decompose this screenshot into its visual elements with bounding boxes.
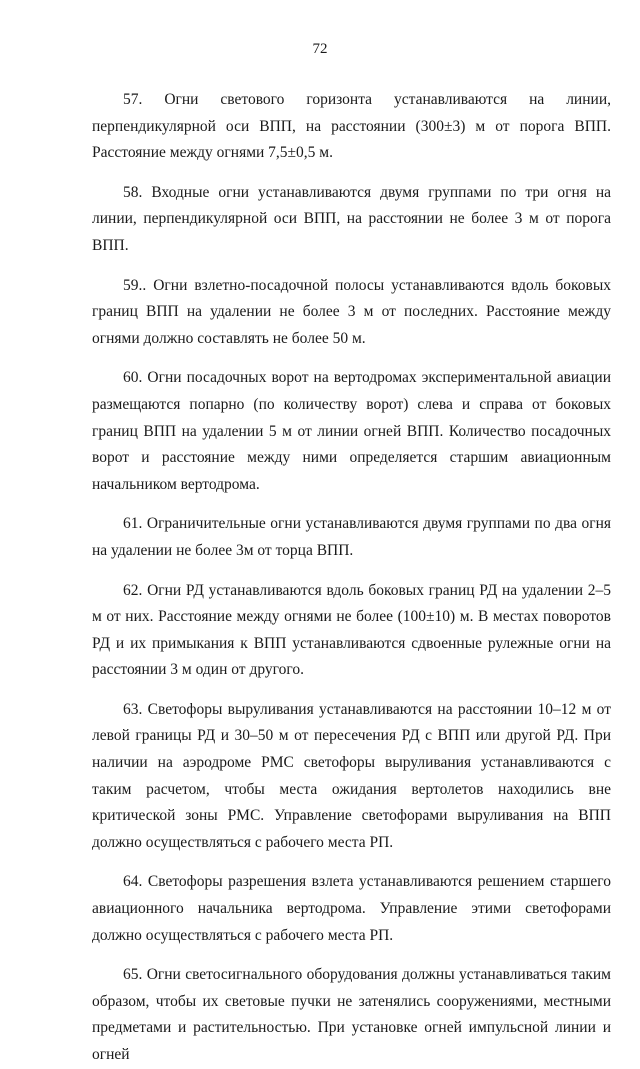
paragraph-65: 65. Огни светосигнального оборудования должны устанавливаться таким образом, чтобы их световые пучки не затенялись сооружениями, местными предметами и растительностью. При установке огней импульсной линии и огней	[92, 966, 611, 1063]
paragraph-59: 59.. Огни взлетно-посадочной полосы устанавливаются вдоль боковых границ ВПП на удалении не более 3 м от последних. Расстояние между огнями должно составлять не более 50 м.	[92, 276, 611, 347]
paragraph-62: 62. Огни РД устанавливаются вдоль боковых границ РД на удалении 2–5 м от них. Расстояние между огнями не более (100±10) м. В местах поворотов РД и их примыкания к ВПП устанавливаются сдвоенные рулежные огни на расстоянии 3 м один от другого.	[92, 581, 611, 679]
paragraph-64: 64. Светофоры разрешения взлета устанавливаются решением старшего авиационного начальника вертодрома. Управление этими светофорами должно осуществляться с рабочего места РП.	[92, 873, 611, 944]
paragraph-60: 60. Огни посадочных ворот на вертодромах экспериментальной авиации размещаются попарно (по количеству ворот) слева и справа от боковых границ ВПП на удалении 5 м от линии огней ВПП. Количество посадочных ворот и расстояние между ними определяется старшим авиационным начальником вертодрома.	[92, 369, 611, 493]
paragraph-61: 61. Ограничительные огни устанавливаются двумя группами по два огня на удалении не более 3м от торца ВПП.	[92, 515, 611, 559]
page-number: 72	[312, 41, 328, 57]
paragraph-57: 57. Огни светового горизонта устанавливаются на линии, перпендикулярной оси ВПП, на расстоянии (300±3) м от порога ВПП. Расстояние между огнями 7,5±0,5 м.	[92, 91, 611, 162]
paragraph-58: 58. Входные огни устанавливаются двумя группами по три огня на линии, перпендикулярной оси ВПП, на расстоянии не более 3 м от порога ВПП.	[92, 183, 611, 254]
paragraph-63: 63. Светофоры выруливания устанавливаются на расстоянии 10–12 м от левой границы РД и 30–50 м от пересечения РД с ВПП или другой РД. При наличии на аэродроме РМС светофоры выруливания устанавливаются с таким расчетом, чтобы места ожидания вертолетов находились вне критической зоны РМС. Управление светофорами выруливания на ВПП должно осуществляться с рабочего места РП.	[92, 700, 611, 851]
document-body	[92, 87, 611, 1069]
